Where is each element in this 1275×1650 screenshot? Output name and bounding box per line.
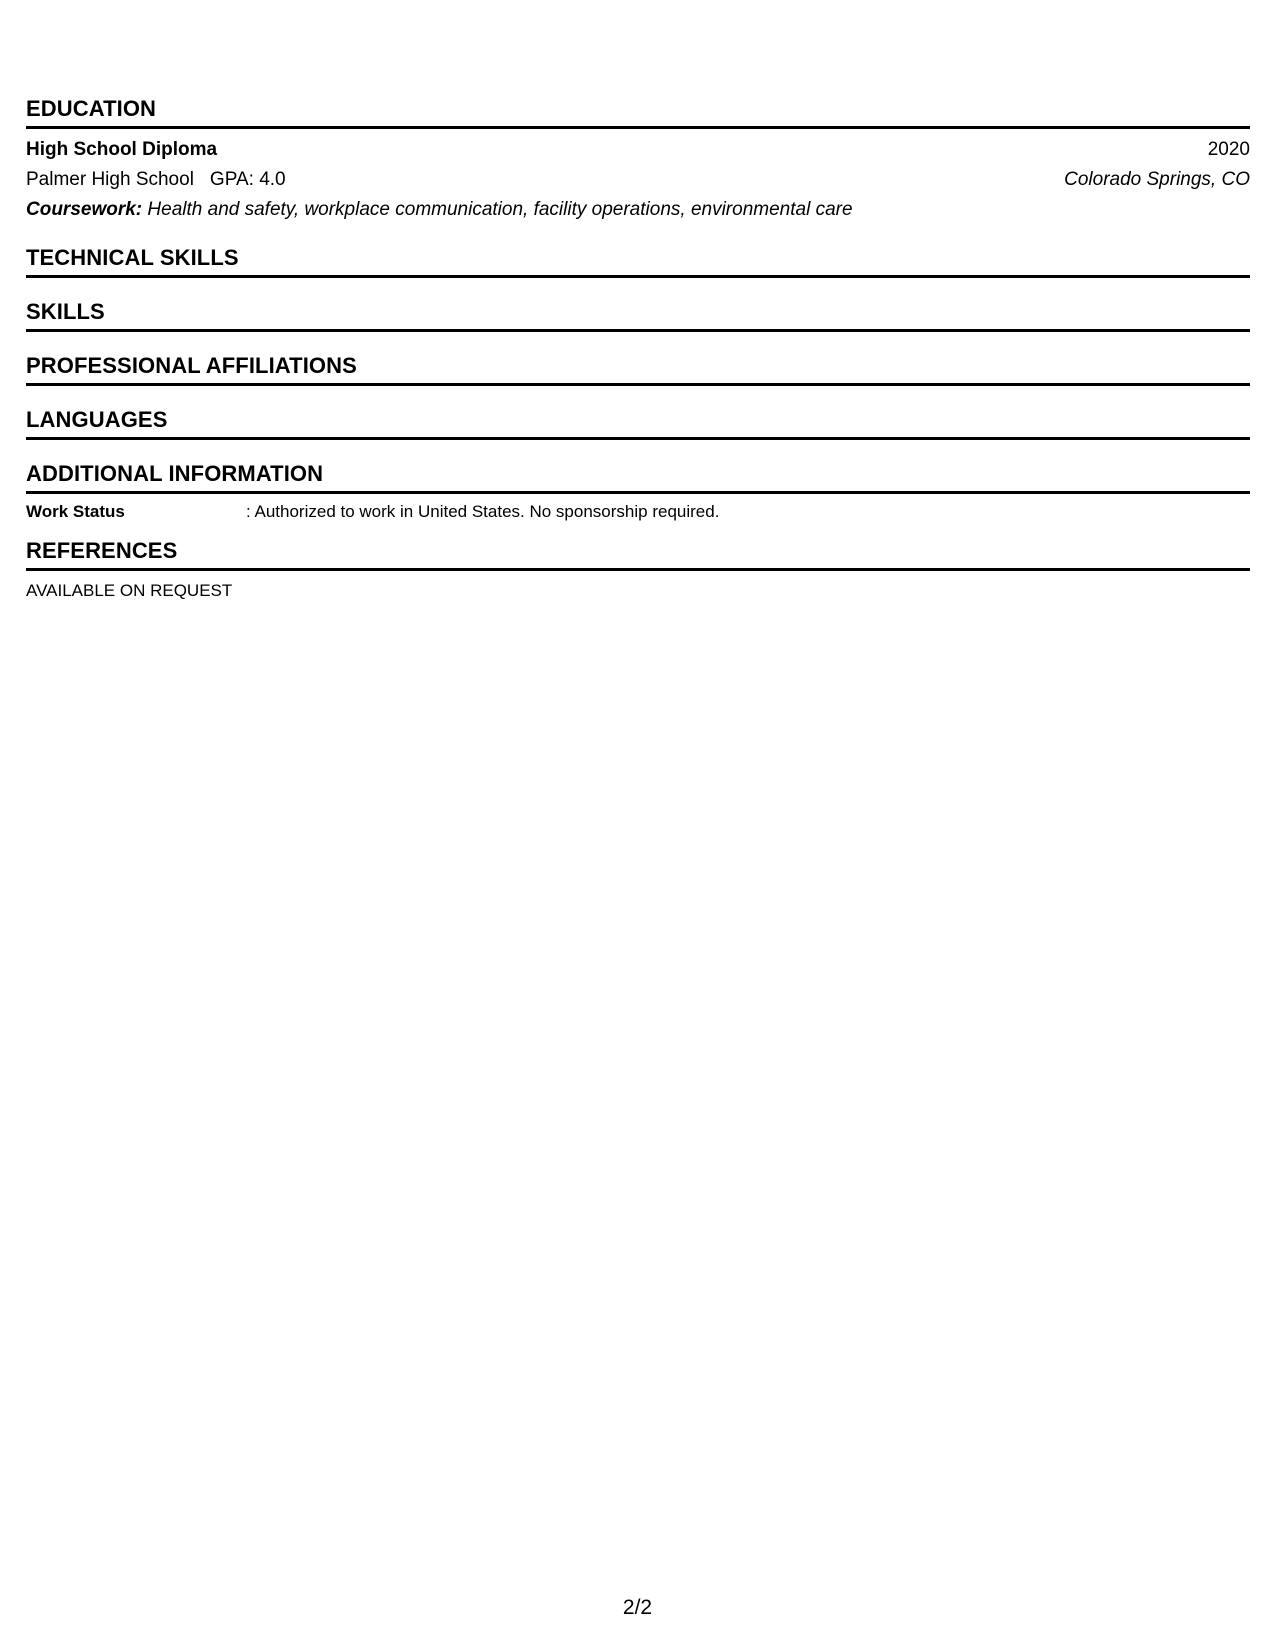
skills-heading: SKILLS [26, 299, 105, 324]
degree-name: High School Diploma [26, 139, 218, 160]
references-text: AVAILABLE ON REQUEST [26, 581, 233, 600]
coursework-text: Health and safety, workplace communication, facility operations, environmental care [147, 199, 853, 220]
technical-skills-heading: TECHNICAL SKILLS [26, 245, 239, 270]
coursework-label: Coursework: [26, 199, 143, 220]
education-heading: EDUCATION [26, 96, 157, 121]
work-status-value: : Authorized to work in United States. No sponsorship required. [246, 502, 720, 521]
education-degree-row [26, 135, 1250, 165]
languages-heading: LANGUAGES [26, 407, 168, 432]
additional-information-divider [26, 491, 1250, 494]
additional-information-heading: ADDITIONAL INFORMATION [26, 461, 324, 486]
coursework-line [26, 195, 1250, 225]
technical-skills-section [26, 245, 1250, 278]
technical-skills-divider [26, 275, 1250, 278]
graduation-year: 2020 [1207, 139, 1250, 160]
education-divider [26, 126, 1250, 129]
work-status-label: Work Status [26, 502, 125, 521]
gpa: GPA: 4.0 [209, 169, 286, 190]
resume-page [26, 96, 1250, 603]
school-info [26, 165, 286, 195]
references-divider [26, 568, 1250, 571]
school-location: Colorado Springs, CO [1064, 169, 1250, 190]
page-number: 2/2 [622, 1596, 653, 1619]
additional-information-section [26, 461, 1250, 524]
education-section [26, 96, 1250, 225]
references-section [26, 538, 1250, 603]
languages-divider [26, 437, 1250, 440]
work-status-row [26, 500, 1250, 524]
professional-affiliations-section [26, 353, 1250, 386]
education-school-row [26, 165, 1250, 195]
references-heading: REFERENCES [26, 538, 178, 563]
school-name: Palmer High School [26, 169, 194, 190]
skills-divider [26, 329, 1250, 332]
professional-affiliations-heading: PROFESSIONAL AFFILIATIONS [26, 353, 357, 378]
professional-affiliations-divider [26, 383, 1250, 386]
languages-section [26, 407, 1250, 440]
skills-section [26, 299, 1250, 332]
